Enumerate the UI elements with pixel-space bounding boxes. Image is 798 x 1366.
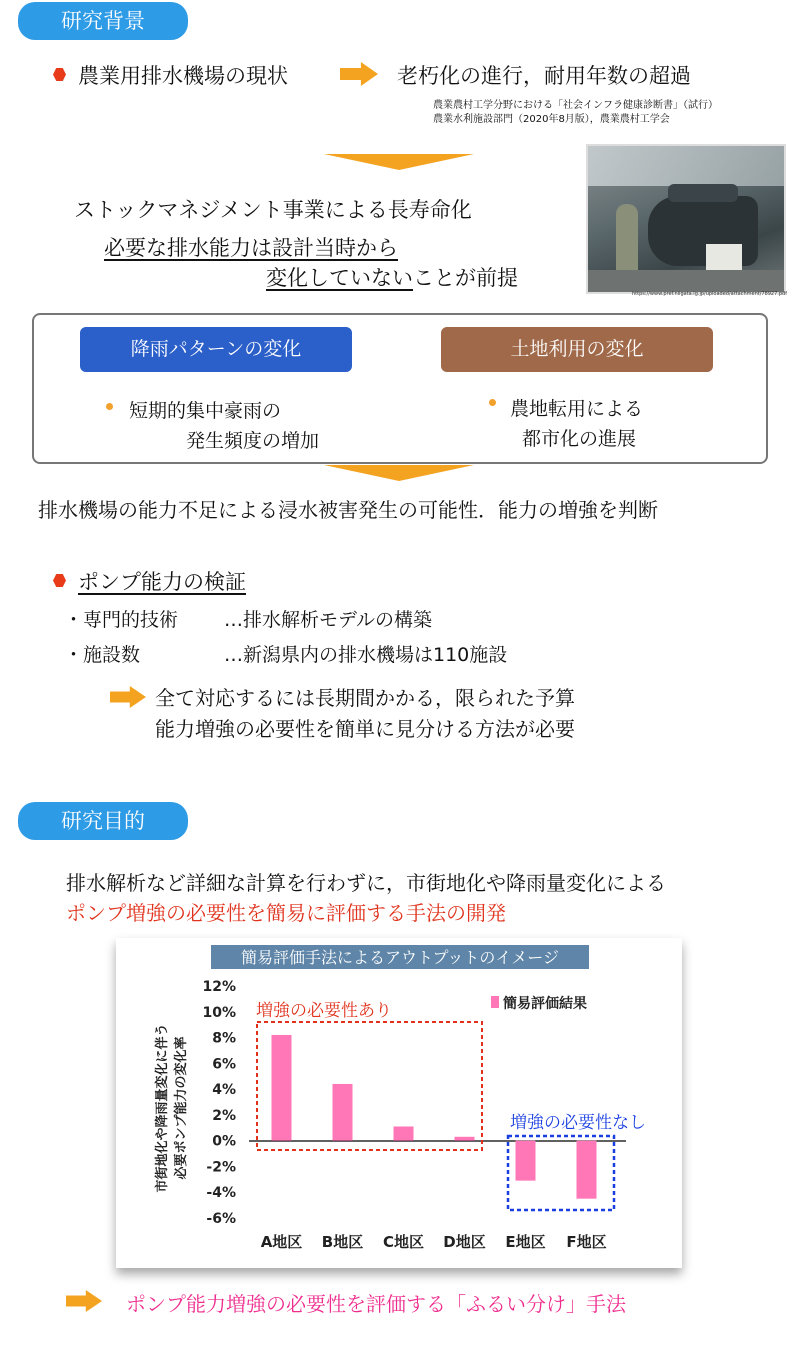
y-tick-label: -2%: [206, 1159, 236, 1176]
rain-change-line-2: 発生頻度の増加: [186, 430, 320, 452]
y-tick-label: 0%: [212, 1133, 236, 1150]
chart-card: [116, 938, 682, 1268]
x-tick-label: B地区: [321, 1233, 364, 1251]
background-section-label: 研究背景: [18, 2, 188, 40]
stock-management-text: ストックマネジメント事業による長寿命化: [74, 198, 472, 222]
land-change-line-1: 農地転用による: [510, 398, 644, 420]
arrow-down-icon: [324, 154, 474, 170]
bar-1: [272, 1035, 292, 1141]
unchanged-underlined: 変化していない: [266, 266, 413, 290]
y-tick-label: 12%: [202, 979, 236, 995]
photo-window: [588, 146, 784, 186]
expertise-value: …排水解析モデルの構築: [224, 609, 433, 631]
y-tick-label: 2%: [212, 1107, 236, 1124]
method-needed-note: 能力増強の必要性を簡単に見分ける方法が必要: [155, 717, 575, 741]
bar-5: [516, 1141, 536, 1181]
pump-station-photo: [586, 144, 786, 294]
rain-pattern-tag: 降雨パターンの変化: [80, 327, 352, 372]
time-budget-note: 全て対応するには長期間かかる，限られた予算: [155, 686, 575, 710]
x-tick-label: A地区: [260, 1233, 303, 1251]
x-tick-label: D地区: [443, 1233, 486, 1251]
arrow-down-icon: [324, 465, 474, 481]
purpose-line-2: ポンプ増強の必要性を簡易に評価する手法の開発: [66, 901, 506, 925]
legend-swatch: [491, 996, 499, 1008]
y-tick-labels: [202, 979, 236, 1227]
need-annotation-label: 増強の必要性あり: [256, 1001, 392, 1021]
purpose-line-1: 排水解析など詳細な計算を行わずに，市街地化や降雨量変化による: [66, 871, 666, 895]
bar-6: [577, 1141, 597, 1199]
source-line-1: 農業農村工学分野における「社会インフラ健康診断書」（試行）: [433, 100, 718, 111]
x-tick-label: C地区: [382, 1233, 425, 1251]
legend-label: 簡易評価結果: [503, 996, 587, 1012]
y-tick-label: 4%: [212, 1082, 236, 1099]
photo-sign: [706, 244, 742, 272]
bar-3: [394, 1126, 414, 1140]
bar-4: [455, 1137, 475, 1141]
bullet-dot-icon: [489, 399, 496, 406]
expertise-label: ・専門的技術: [64, 609, 179, 631]
bullet-hex-icon: [53, 68, 66, 81]
screening-method-text: ポンプ能力増強の必要性を評価する「ふるい分け」手法: [126, 1292, 626, 1316]
aging-result-text: 老朽化の進行，耐用年数の超過: [397, 64, 691, 88]
arrow-right-icon: [340, 62, 378, 86]
purpose-section-label: 研究目的: [18, 802, 188, 840]
source-line-2: 農業水利施設部門（2020年8月版），農業農村工学会: [433, 114, 670, 125]
photo-pipe: [668, 184, 738, 202]
rain-change-line-1: 短期的集中豪雨の: [129, 400, 282, 422]
no-need-annotation-label: 増強の必要性なし: [510, 1113, 646, 1133]
evaluation-chart: [116, 938, 682, 1268]
premise-suffix: ことが前提: [413, 266, 518, 290]
bullet-hex-icon: [53, 574, 66, 587]
photo-floor: [588, 270, 784, 292]
y-tick-label: 6%: [212, 1056, 236, 1073]
facility-count-value: …新潟県内の排水機場は110施設: [224, 644, 508, 666]
x-tick-labels: [261, 1233, 607, 1251]
arrow-right-icon: [66, 1290, 102, 1312]
photo-caption: https://www.pref.niigata.lg.jp/uploaded/attachment/78927.pdf: [632, 291, 787, 297]
y-axis-label-2: 必要ポンプ能力の変化率: [174, 1036, 189, 1180]
arrow-right-icon: [110, 686, 146, 708]
y-tick-label: 8%: [212, 1030, 236, 1047]
y-axis-label-1: 市街地化や降雨量変化に伴う: [155, 1023, 170, 1193]
pump-check-title: ポンプ能力の検証: [78, 570, 246, 594]
y-tick-label: 10%: [202, 1004, 236, 1021]
land-change-line-2: 都市化の進展: [522, 428, 637, 450]
y-tick-label: -6%: [206, 1211, 236, 1227]
facility-count-label: ・施設数: [64, 644, 141, 666]
current-state-text: 農業用排水機場の現状: [78, 64, 288, 88]
bar-2: [333, 1084, 353, 1141]
x-tick-label: F地区: [566, 1233, 607, 1251]
capacity-conclusion-text: 排水機場の能力不足による浸水被害発生の可能性．能力の増強を判断: [38, 498, 658, 522]
premise-text: [266, 262, 518, 292]
design-capacity-text: 必要な排水能力は設計当時から: [104, 236, 398, 260]
bullet-dot-icon: [106, 403, 113, 410]
land-use-tag: 土地利用の変化: [441, 327, 713, 372]
y-tick-label: -4%: [206, 1185, 236, 1202]
chart-title: 簡易評価手法によるアウトプットのイメージ: [241, 948, 559, 967]
photo-worker: [616, 204, 638, 278]
x-tick-label: E地区: [505, 1233, 546, 1251]
